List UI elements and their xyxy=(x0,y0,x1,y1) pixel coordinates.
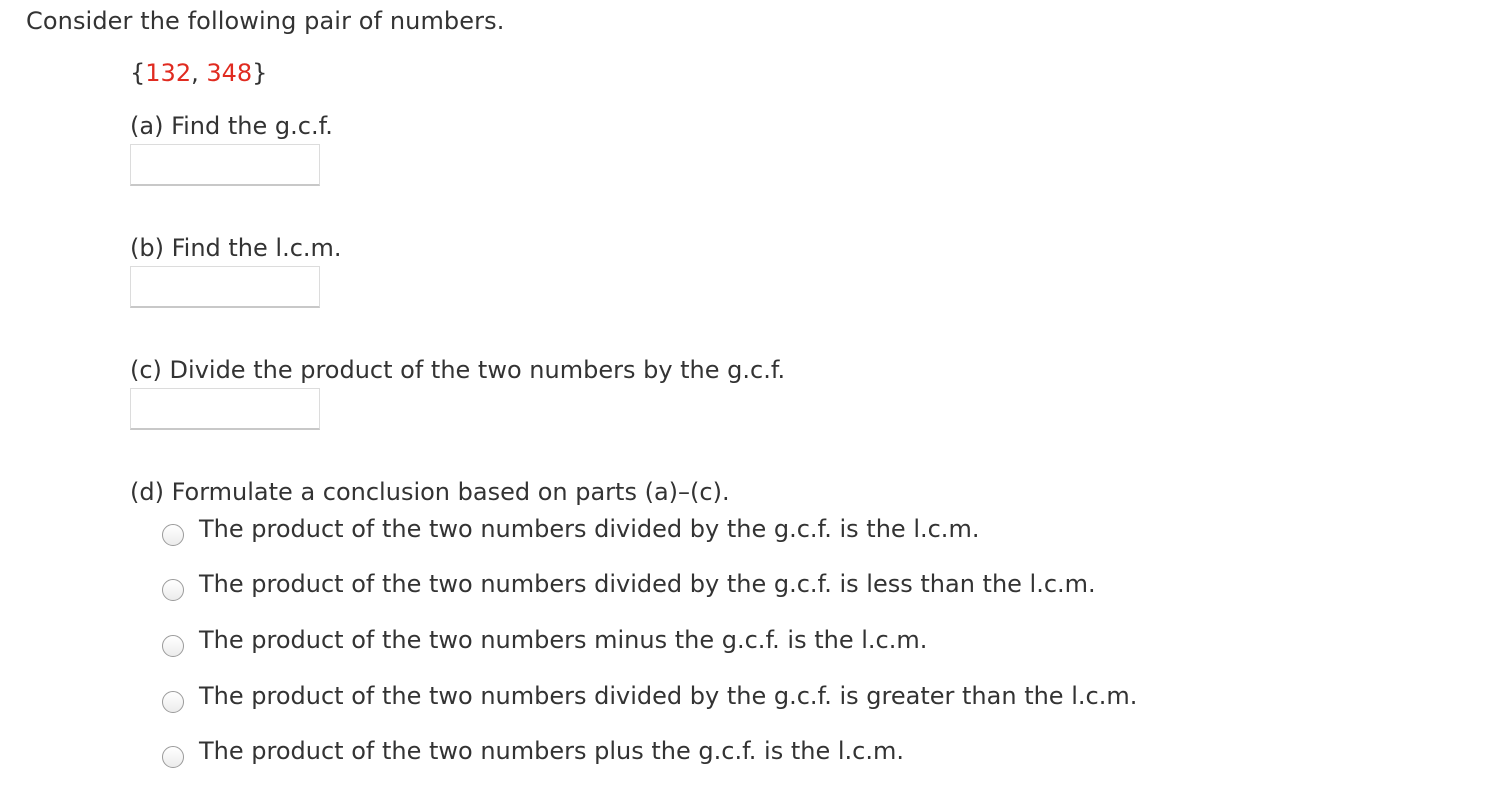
first-number: 132 xyxy=(145,59,192,87)
part-b-label: (b) Find the l.c.m. xyxy=(130,234,342,262)
radio-button-icon[interactable] xyxy=(162,746,184,768)
second-number: 348 xyxy=(206,59,253,87)
conclusion-option-label: The product of the two numbers divided by the g.c.f. is the l.c.m. xyxy=(199,515,980,543)
number-pair xyxy=(130,56,267,90)
conclusion-option[interactable] xyxy=(162,510,1362,550)
gcf-answer-input[interactable] xyxy=(130,144,320,186)
part-c-label: (c) Divide the product of the two numbers by the g.c.f. xyxy=(130,356,786,384)
set-open-brace: { xyxy=(130,59,146,87)
radio-button-icon[interactable] xyxy=(162,579,184,601)
conclusion-option[interactable] xyxy=(162,565,1362,605)
conclusion-option[interactable] xyxy=(162,677,1362,717)
conclusion-option-label: The product of the two numbers divided by the g.c.f. is less than the l.c.m. xyxy=(199,570,1096,598)
conclusion-option-label: The product of the two numbers divided by the g.c.f. is greater than the l.c.m. xyxy=(199,682,1138,710)
radio-button-icon[interactable] xyxy=(162,691,184,713)
radio-button-icon[interactable] xyxy=(162,635,184,657)
product-divided-answer-input[interactable] xyxy=(130,388,320,430)
set-close-brace: } xyxy=(252,59,268,87)
lcm-answer-input[interactable] xyxy=(130,266,320,308)
conclusion-option-label: The product of the two numbers plus the g.c.f. is the l.c.m. xyxy=(199,737,904,765)
conclusion-option-label: The product of the two numbers minus the g.c.f. is the l.c.m. xyxy=(199,626,928,654)
conclusion-option[interactable] xyxy=(162,732,1362,772)
part-d-label: (d) Formulate a conclusion based on parts (a)–(c). xyxy=(130,478,730,506)
conclusion-option[interactable] xyxy=(162,621,1362,661)
radio-button-icon[interactable] xyxy=(162,524,184,546)
part-a-label: (a) Find the g.c.f. xyxy=(130,112,333,140)
set-separator: , xyxy=(191,59,207,87)
question-intro: Consider the following pair of numbers. xyxy=(26,7,505,35)
